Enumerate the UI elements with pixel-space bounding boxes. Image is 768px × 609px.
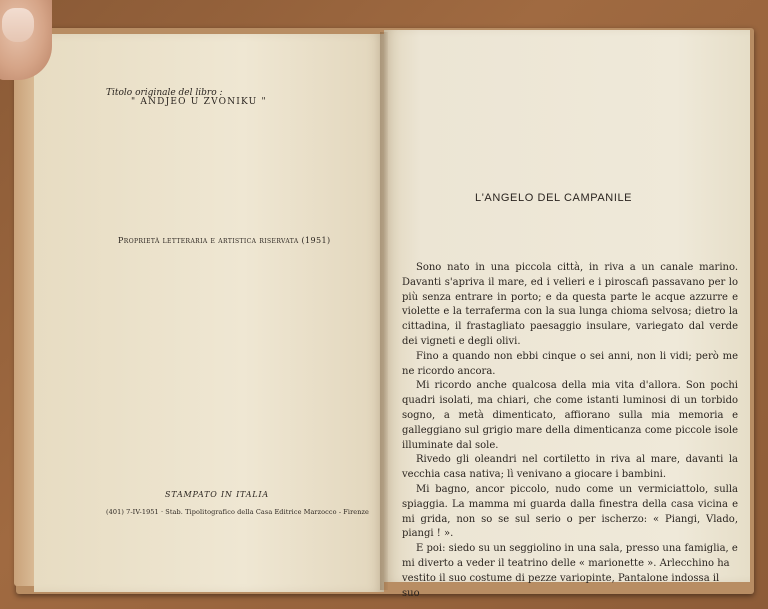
rights-notice: Proprietà letteraria e artistica riservata (1951): [118, 236, 331, 245]
paragraph: Mi bagno, ancor piccolo, nudo come un vermiciattolo, sulla spiaggia. La mamma mi guarda dalla finestra della casa vicina e mi grida, non so se sul serio o per ischerzo: « Piangi, Vlado, piangi ! ».: [402, 483, 738, 540]
paragraph: Mi ricordo anche qualcosa della mia vita d'allora. Son pochi quadri isolati, ma chiari, che come istanti luminosi di un torbido sogno, a metà dimenticato, affiorano sulla mia memoria e galleggiano sul grigio mare della dimenticanza come piccole isole illuminate dal sole.: [402, 380, 738, 451]
paragraph: Fino a quando non ebbi cinque o sei anni, non li vidi; però me ne ricordo ancora.: [402, 350, 738, 377]
printer-imprint: (401) 7-IV-1951 · Stab. Tipolitografico della Casa Editrice Marzocco - Firenze: [106, 508, 369, 516]
thumbnail: [2, 8, 34, 42]
paragraph: Sono nato in una piccola città, in riva a un canale marino. Davanti s'apriva il mare, ed i velieri e i piroscafi passavano per lo più senza entrare in porto; e da questa parte le acque azzurre e violette e la terraferma con la sua lunga chioma selvosa; dietro la cittadina, il frastagliato paesaggio insulare, variegato dal verde dei vigneti e degli olivi.: [402, 262, 738, 347]
printed-in-italy: STAMPATO IN ITALIA: [165, 490, 269, 499]
chapter-body: [402, 261, 738, 601]
original-title: " ANDJEO U ZVONIKU ": [131, 97, 267, 107]
original-title-label: Titolo originale del libro :: [106, 88, 223, 98]
chapter-title: L'ANGELO DEL CAMPANILE: [475, 192, 633, 204]
book-gutter: [380, 32, 388, 590]
paragraph: Rivedo gli oleandri nel cortiletto in riva al mare, davanti la vecchia casa nativa; lì venivano a giocare i bambini.: [402, 454, 738, 481]
paragraph: E poi: siedo su un seggiolino in una sala, presso una famiglia, e mi diverto a veder il teatrino delle « marionette ». Arlecchino ha vestito il suo costume di pezze variopinte, Pantalone indossa il suo: [402, 543, 738, 599]
